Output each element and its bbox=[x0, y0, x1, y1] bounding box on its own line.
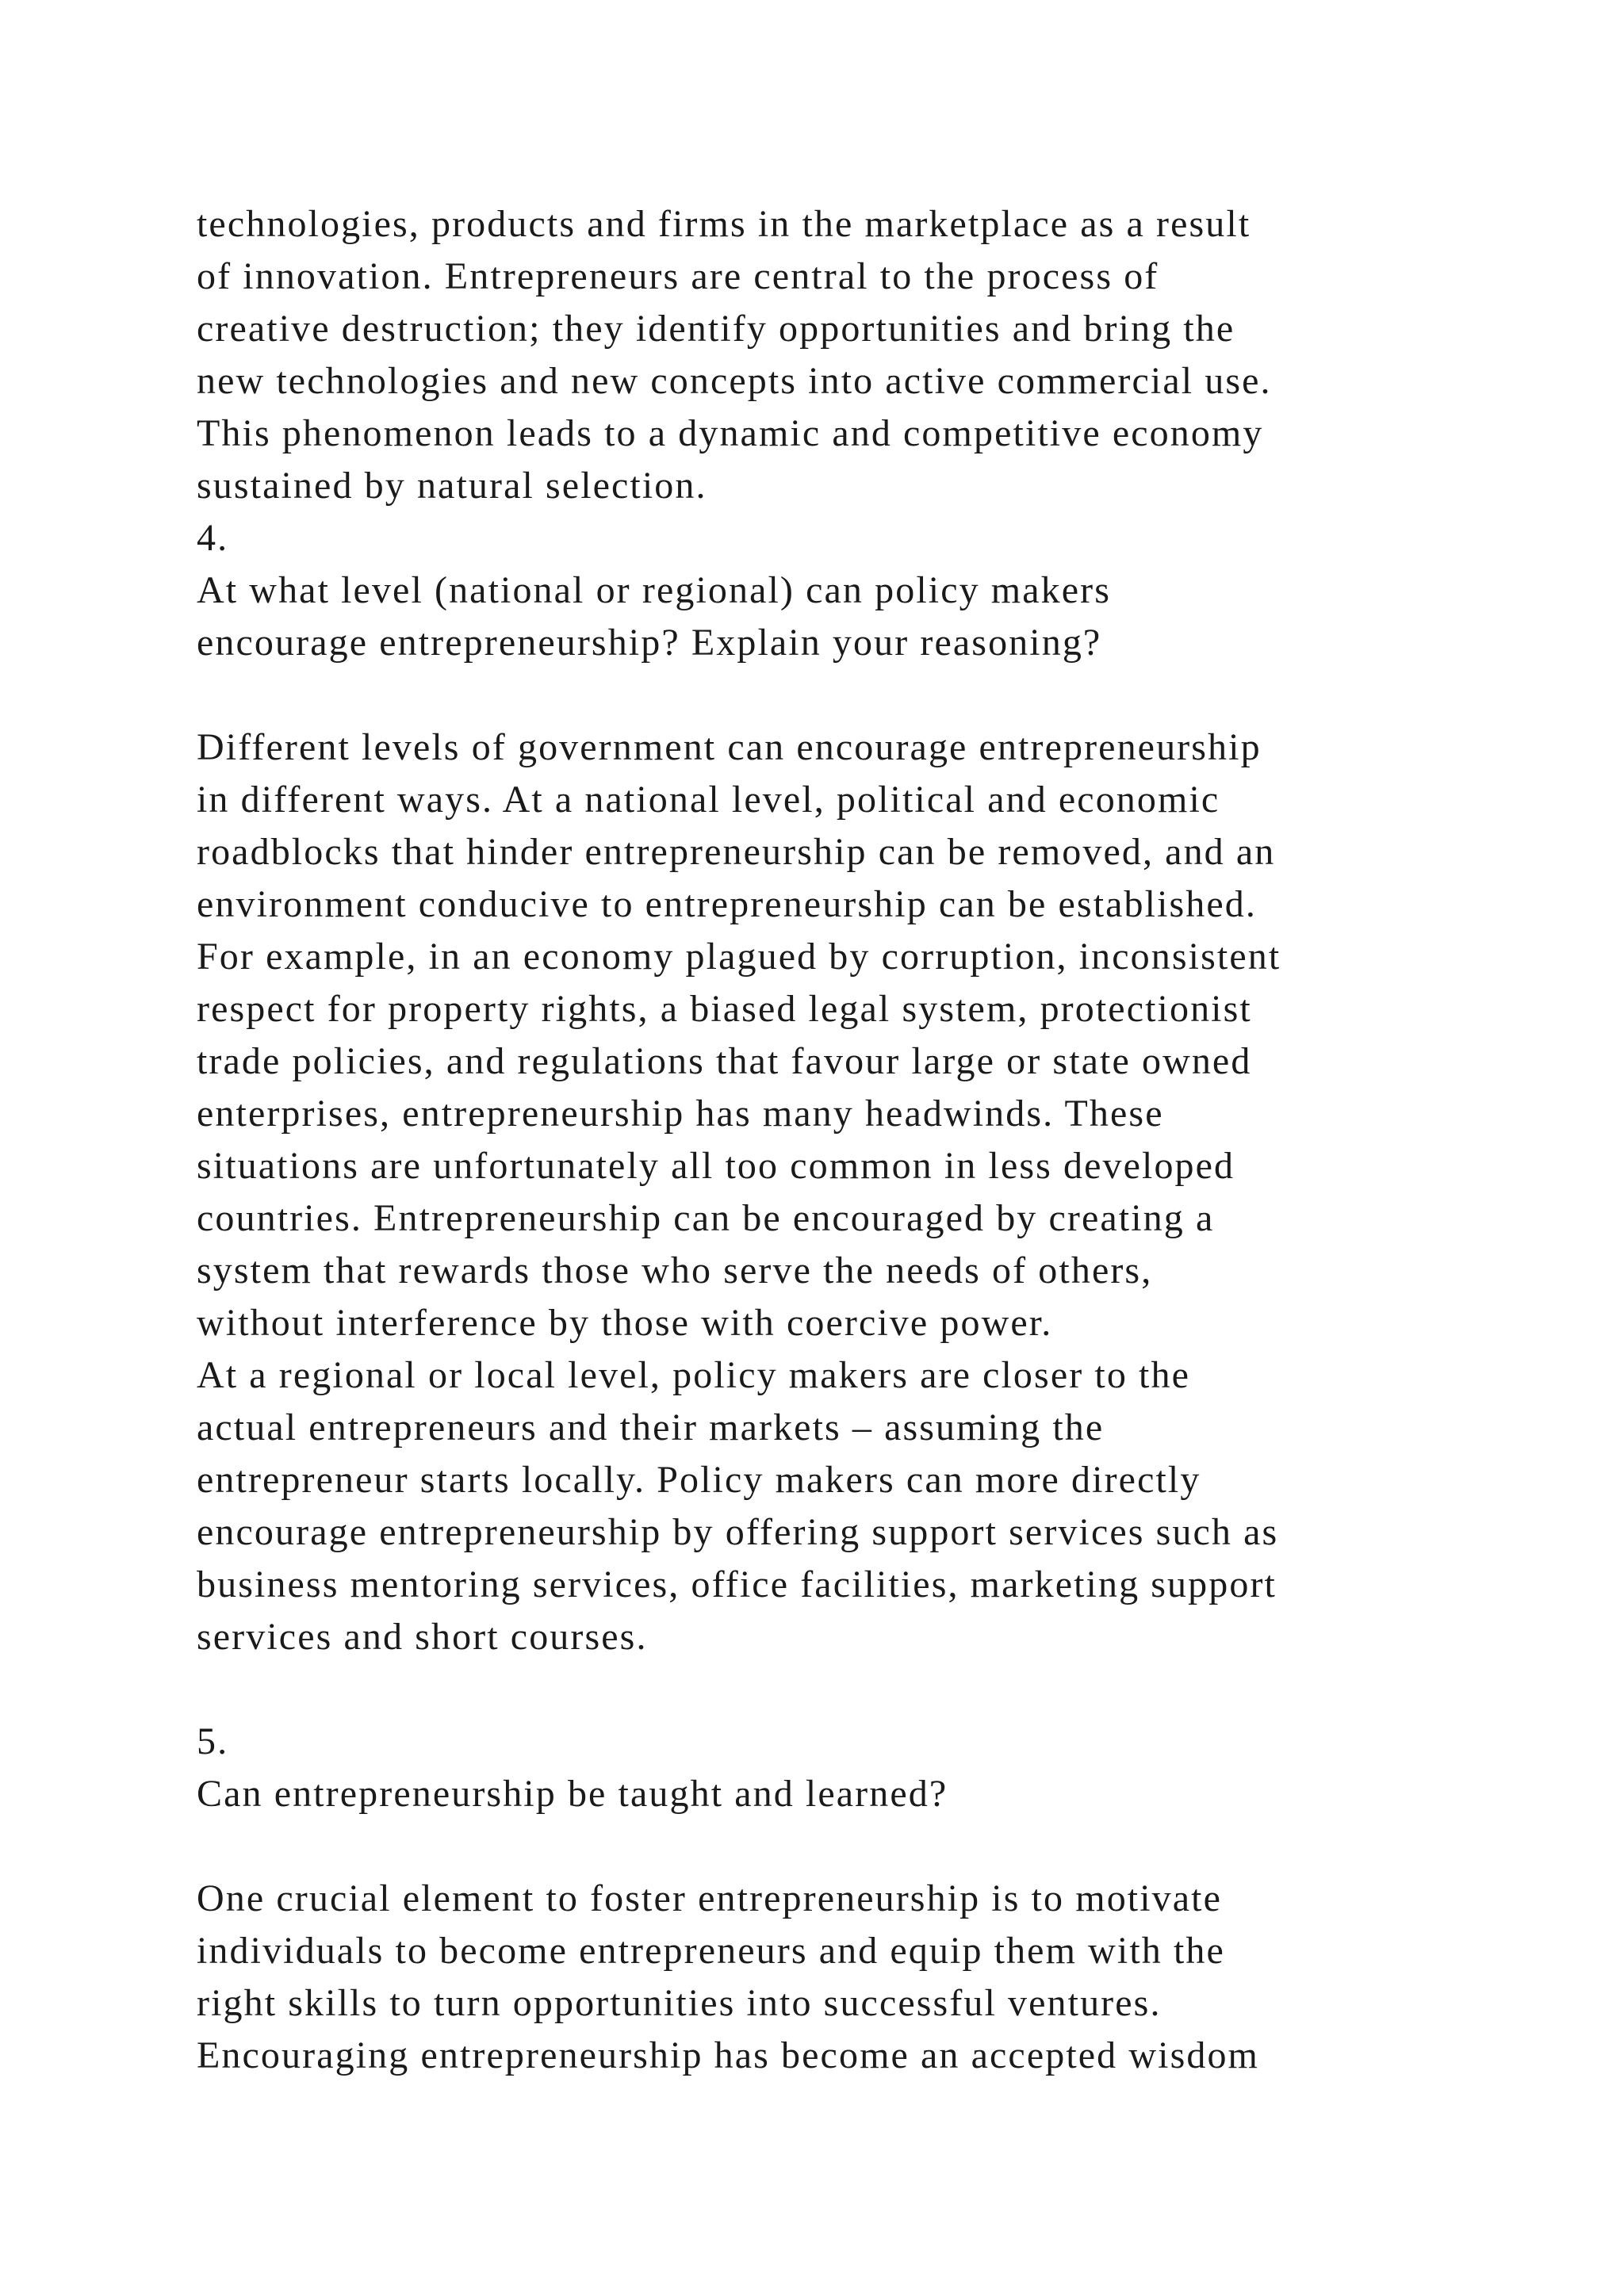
text-line: entrepreneur starts locally. Policy makers can more directly bbox=[197, 1459, 1201, 1501]
text-line: new technologies and new concepts into active commercial use. bbox=[197, 360, 1272, 402]
text-line: enterprises, entrepreneurship has many headwinds. These bbox=[197, 1093, 1164, 1135]
question-text: Can entrepreneurship be taught and learned? bbox=[197, 1773, 948, 1815]
text-line: countries. Entrepreneurship can be encouraged by creating a bbox=[197, 1197, 1215, 1239]
blank-line bbox=[197, 1820, 1529, 1873]
text-line: right skills to turn opportunities into successful ventures. bbox=[197, 1982, 1162, 2024]
text-line: roadblocks that hinder entrepreneurship can be removed, and an bbox=[197, 831, 1276, 873]
text-line: environment conducive to entrepreneurship can be established. bbox=[197, 883, 1258, 925]
text-line: This phenomenon leads to a dynamic and competitive economy bbox=[197, 412, 1264, 454]
question-number: 4. bbox=[197, 517, 229, 559]
text-line: services and short courses. bbox=[197, 1616, 648, 1658]
question-number: 5. bbox=[197, 1720, 229, 1762]
text-line: individuals to become entrepreneurs and equip them with the bbox=[197, 1930, 1225, 1972]
question-text: At what level (national or regional) can policy makers bbox=[197, 569, 1112, 611]
question-text: encourage entrepreneurship? Explain your reasoning? bbox=[197, 622, 1102, 664]
text-line: For example, in an economy plagued by corruption, inconsistent bbox=[197, 936, 1281, 978]
text-line: actual entrepreneurs and their markets – assuming the bbox=[197, 1406, 1105, 1448]
text-line: Different levels of government can encourage entrepreneurship bbox=[197, 726, 1262, 768]
text-line: respect for property rights, a biased legal system, protectionist bbox=[197, 988, 1252, 1030]
text-line: One crucial element to foster entrepreneurship is to motivate bbox=[197, 1877, 1223, 1919]
text-line: system that rewards those who serve the needs of others, bbox=[197, 1249, 1153, 1292]
text-line: trade policies, and regulations that favour large or state owned bbox=[197, 1040, 1252, 1082]
text-line: in different ways. At a national level, political and economic bbox=[197, 779, 1220, 821]
text-line: creative destruction; they identify opportunities and bring the bbox=[197, 308, 1235, 350]
text-line: business mentoring services, office facilities, marketing support bbox=[197, 1563, 1277, 1605]
text-line: At a regional or local level, policy makers are closer to the bbox=[197, 1354, 1190, 1396]
text-line: encourage entrepreneurship by offering support services such as bbox=[197, 1511, 1279, 1553]
text-line: without interference by those with coercive power. bbox=[197, 1302, 1053, 1344]
text-line: situations are unfortunately all too common in less developed bbox=[197, 1145, 1235, 1187]
blank-line bbox=[197, 669, 1529, 721]
document-page bbox=[197, 198, 1529, 2082]
text-line: of innovation. Entrepreneurs are central to the process of bbox=[197, 255, 1159, 297]
text-line: technologies, products and firms in the marketplace as a result bbox=[197, 203, 1251, 245]
text-line: Encouraging entrepreneurship has become an accepted wisdom bbox=[197, 2034, 1259, 2076]
blank-line bbox=[197, 1663, 1529, 1716]
text-line: sustained by natural selection. bbox=[197, 465, 707, 507]
